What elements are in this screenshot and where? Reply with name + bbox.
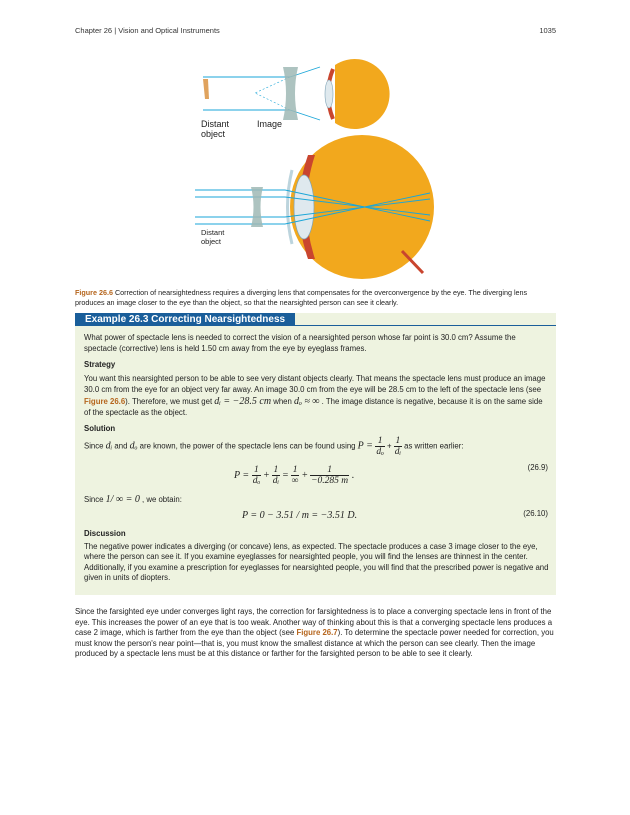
solution-text: Since dᵢ and dₒ are known, the power of the spectacle lens can be found using P = $\frac{1}{\text{dₒ}}$ + $\frac{1}{\text{dᵢ}}$ as written earlier:	[84, 436, 464, 458]
example-rule	[75, 325, 556, 326]
solution-heading: Solution	[84, 423, 116, 433]
equation-26-10: P = 0 − 3.51 / m = −3.51 D. (26.10)	[242, 508, 548, 521]
figure-link[interactable]: Figure 26.7	[296, 628, 338, 638]
since-text: Since 1/ ∞ = 0 , we obtain:	[84, 494, 182, 506]
figure-link[interactable]: Figure 26.6	[84, 396, 126, 406]
top-diagram	[203, 59, 390, 129]
virtual-ray	[255, 93, 290, 110]
equation-number: (26.9)	[527, 463, 548, 473]
label-object: object	[201, 129, 226, 139]
caption-label: Figure 26.6	[75, 288, 113, 297]
eye-lens	[294, 175, 314, 239]
label-distant-small: Distant	[201, 228, 225, 237]
example-title: Example 26.3 Correcting Nearsightedness	[75, 313, 295, 326]
example-box	[75, 313, 556, 595]
page-number: 1035	[539, 26, 556, 35]
running-header: Chapter 26 | Vision and Optical Instruments	[75, 26, 220, 35]
discussion-text: The negative power indicates a diverging (or concave) lens, as expected. The spectacle produces a case 3 image closer to the eye, where the person can see it. If you examine eyeglasses for nearsighted people, you will find the lenses are thinnest in the center. Additionally, if you examine a prescription for eyeglasses for nearsighted people, you will find that the prescribed power is negative and given in units of diopters.	[84, 541, 549, 583]
label-image: Image	[257, 119, 283, 129]
body-paragraph: Since the farsighted eye under converges light rays, the correction for farsightedness is to place a converging spectacle lens in front of the eye. This increases the power of an eye that is too weak. Another way of thinking about this is that a converging spectacle lens produces a case 2 image, which is farther from the eye than the object (see Figure 26.7). To determine the spectacle power needed for correction, you must know the person's near point—that is, you must know the smallest distance at which the person can see clearly. Then the image produced by a spectacle lens must be at this distance or farther for the farsighted person to be able to see it clearly.	[75, 607, 554, 659]
small-image-candle	[203, 79, 209, 99]
example-question: What power of spectacle lens is needed to correct the vision of a nearsighted person whose far point is 30.0 cm? Assume the spectacle (corrective) lens is held 1.50 cm away from the eye by eyeglass frames.	[84, 333, 516, 353]
equation-number: (26.10)	[523, 508, 548, 518]
lens-eye-diagram	[195, 55, 445, 287]
caption-text: Correction of nearsightedness requires a diverging lens that compensates for the overconvergence by the eye. The diverging lens produces an image closer to the eye than the object, so that the nearsighted person can see it clearly.	[75, 288, 528, 307]
label-distant: Distant	[201, 119, 230, 129]
equation-26-9: P = $\frac{1}{\text{dₒ}}$ + $\frac{1}{\text{dᵢ}}$ = $\frac{1}{\infty}$ + $\frac{1}{-0.285 m}$ . (26.9)	[234, 463, 548, 487]
spectacle-lens	[251, 187, 263, 227]
diverging-lens	[283, 67, 298, 120]
discussion-heading: Discussion	[84, 528, 126, 538]
strategy-text: You want this nearsighted person to be able to see very distant objects clearly. That means the spectacle lens must produce an image 30.0 cm from the eye for an object very far away. An image 30.0 cm from the eye will be 28.5 cm to the left of the spectacle lens (see Figure 26.6). Therefore, we must get dᵢ = −28.5 cm when dₒ ≈ ∞ . The image distance is negative, because it is on the same side of the spectacle as the object.	[84, 373, 546, 418]
strategy-heading: Strategy	[84, 360, 116, 370]
virtual-ray	[255, 77, 290, 93]
label-object-small: object	[201, 237, 222, 246]
figure-caption	[75, 288, 557, 307]
bottom-diagram	[195, 135, 434, 279]
example-body	[84, 333, 550, 584]
eyeball-small	[335, 59, 390, 129]
figure-26-6	[195, 55, 445, 287]
